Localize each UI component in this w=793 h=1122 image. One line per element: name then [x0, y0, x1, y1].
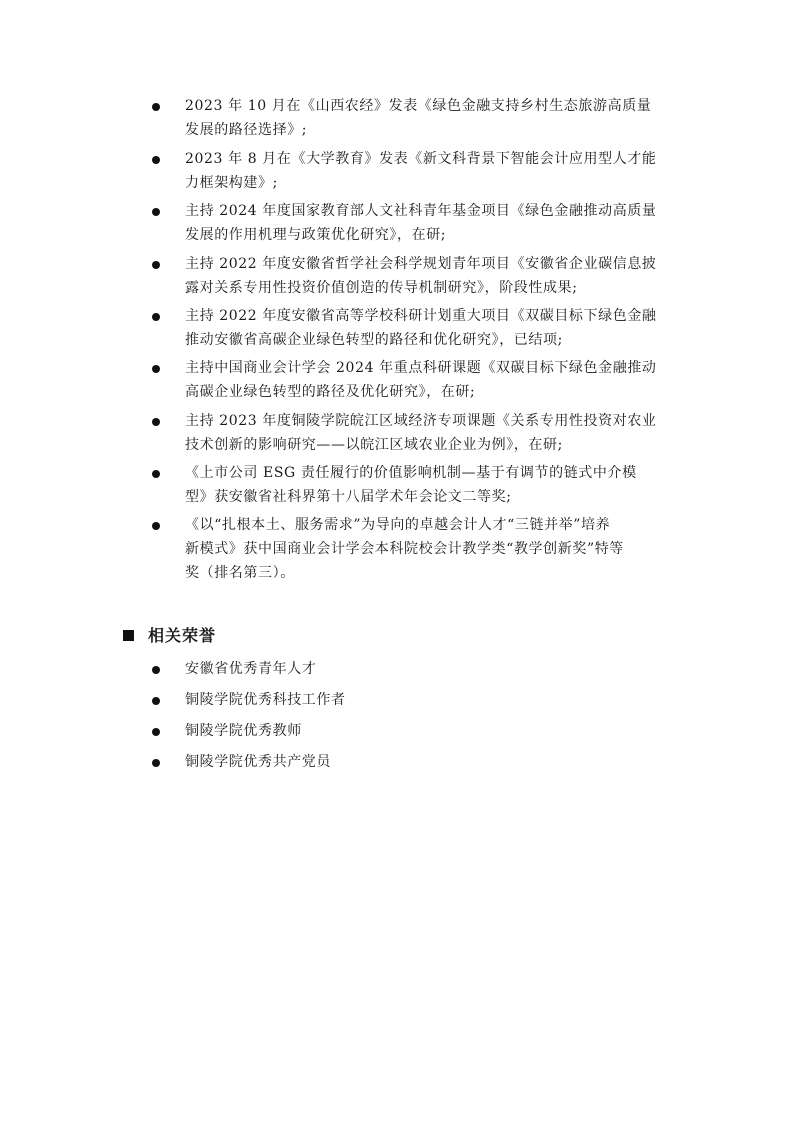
- bullet-icon: [152, 759, 160, 767]
- bullet-icon: [152, 313, 160, 321]
- list-item-text: 主持 2022 年度安徽省哲学社会科学规划青年项目《安徽省企业碳信息披 露对关系专用性投资价值创造的传导机制研究》，阶段性成果;: [185, 256, 657, 296]
- bullet-icon: [152, 103, 160, 111]
- list-item-text: 主持中国商业会计学会 2024 年重点科研课题《双碳目标下绿色金融推动 高碳企业绿色转型的路径及优化研究》，在研;: [185, 360, 657, 400]
- bullet-icon: [152, 261, 160, 269]
- bullet-icon: [152, 470, 160, 478]
- bullet-icon: [152, 666, 160, 674]
- list-item-text: 主持 2022 年度安徽省高等学校科研计划重大项目《双碳目标下绿色金融 推动安徽省高碳企业绿色转型的路径和优化研究》，已结项;: [185, 308, 657, 348]
- square-bullet-icon: [123, 630, 134, 641]
- honor-text: 铜陵学院优秀共产党员: [185, 754, 331, 770]
- bullet-icon: [152, 697, 160, 705]
- list-item-text: 2023 年 10 月在《山西农经》发表《绿色金融支持乡村生态旅游高质量 发展的路径选择》;: [185, 98, 652, 138]
- honor-text: 铜陵学院优秀科技工作者: [185, 692, 346, 708]
- honor-text: 安徽省优秀青年人才: [185, 661, 317, 677]
- bullet-icon: [152, 522, 160, 530]
- bullet-icon: [152, 728, 160, 736]
- list-item-text: 主持 2023 年度铜陵学院皖江区域经济专项课题《关系专用性投资对农业 技术创新的影响研究——以皖江区域农业企业为例》，在研;: [185, 413, 657, 453]
- bullet-icon: [152, 365, 160, 373]
- list-item-text: 《上市公司 ESG 责任履行的价值影响机制—基于有调节的链式中介模 型》获安徽省社科界第十八届学术年会论文二等奖;: [185, 465, 637, 505]
- honors-heading: [123, 624, 523, 648]
- section-title: 相关荣誉: [148, 626, 217, 645]
- list-item-text: 主持 2024 年度国家教育部人文社科青年基金项目《绿色金融推动高质量 发展的作用机理与政策优化研究》，在研;: [185, 203, 657, 243]
- honor-text: 铜陵学院优秀教师: [185, 723, 302, 739]
- bullet-icon: [152, 208, 160, 216]
- list-item-text: 《以“扎根本土、服务需求”为导向的卓越会计人才“三链并举”培养 新模式》获中国商业会计学会本科院校会计教学类“教学创新奖”特等 奖（排名第三）。: [185, 517, 624, 581]
- bullet-icon: [152, 156, 160, 164]
- bullet-icon: [152, 418, 160, 426]
- list-item-text: 2023 年 8 月在《大学教育》发表《新文科背景下智能会计应用型人才能 力框架构建》;: [185, 151, 657, 191]
